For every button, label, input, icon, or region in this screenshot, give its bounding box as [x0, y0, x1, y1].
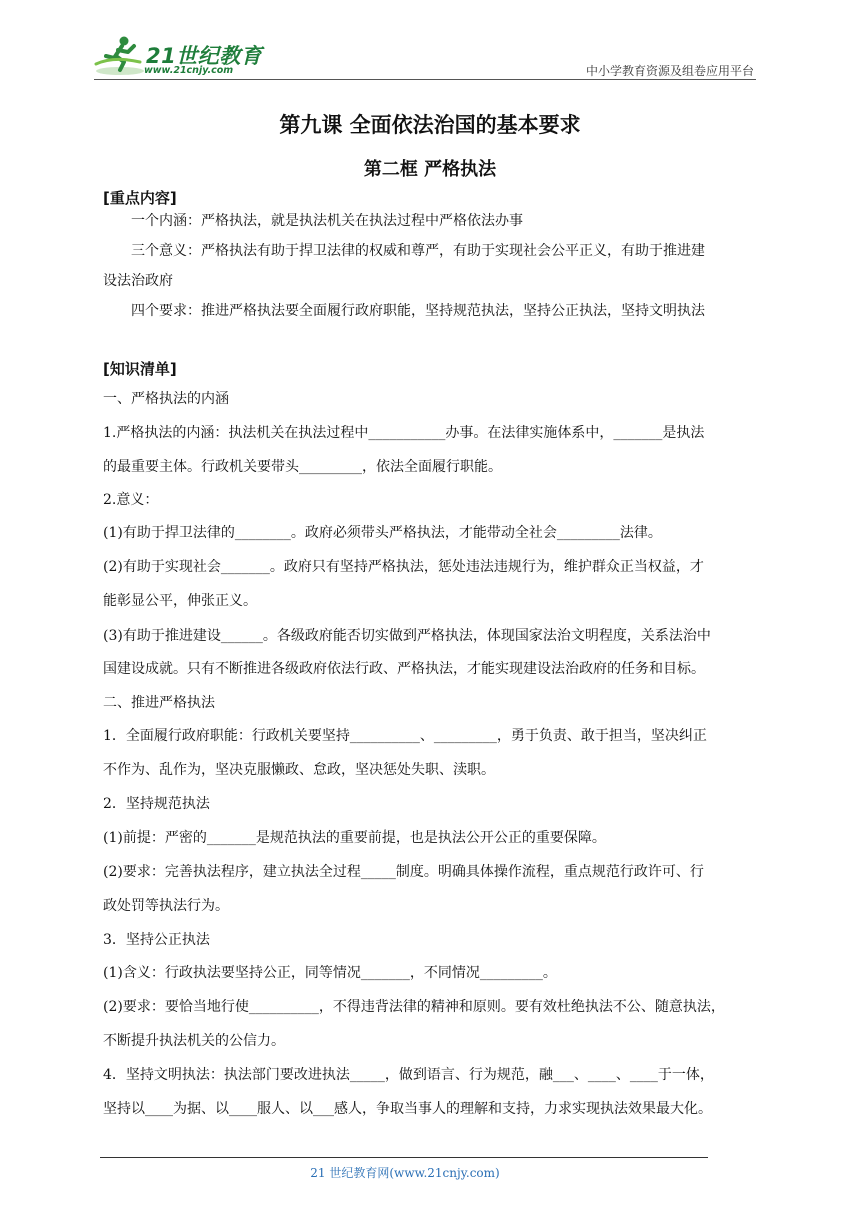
- section-heading-knowledge-list: [知识清单]: [103, 360, 177, 378]
- text-line: (1)含义：行政执法要坚持公正，同等情况_______，不同情况_________。: [103, 965, 557, 981]
- footer-link[interactable]: 21 世纪教育网(www.21cnjy.com): [310, 1166, 500, 1180]
- text-line: 2．坚持规范执法: [103, 796, 210, 812]
- text-line: 一、严格执法的内涵: [103, 391, 229, 407]
- text-line: (2)要求：要恰当地行使__________，不得违背法律的精神和原则。要有效杜绝执法不公、随意执法，: [103, 999, 725, 1015]
- text-line: 3．坚持公正执法: [103, 932, 210, 948]
- site-logo: [94, 34, 264, 78]
- logo-url: www.21cnjy.com: [144, 65, 234, 76]
- text-line: 不断提升执法机关的公信力。: [103, 1033, 285, 1049]
- text-line: (2)要求：完善执法程序，建立执法全过程_____制度。明确具体操作流程，重点规范行政许可、行: [103, 864, 704, 880]
- text-line: 1.严格执法的内涵：执法机关在执法过程中___________办事。在法律实施体系中，_______是执法: [103, 425, 705, 441]
- document-subtitle: 第二框 严格执法: [363, 159, 497, 180]
- running-figure-icon: [94, 34, 144, 78]
- section-heading-key-content: [重点内容]: [103, 189, 177, 207]
- text-line: 的最重要主体。行政机关要带头_________，依法全面履行职能。: [103, 459, 502, 475]
- text-line: 4．坚持文明执法：执法部门要改进执法_____，做到语言、行为规范，融___、____、____于一体，: [103, 1067, 714, 1083]
- text-line: 1．全面履行政府职能：行政机关要坚持__________、_________，勇于负责、敢于担当，坚决纠正: [103, 728, 707, 744]
- text-line: (2)有助于实现社会_______。政府只有坚持严格执法，惩处违法违规行为，维护群众正当权益，才: [103, 559, 704, 575]
- text-line: 不作为、乱作为，坚决克服懒政、怠政，坚决惩处失职、渎职。: [103, 762, 495, 778]
- text-line: 能彰显公平，伸张正义。: [103, 593, 257, 609]
- text-line: 四个要求：推进严格执法要全面履行政府职能，坚持规范执法，坚持公正执法，坚持文明执法: [131, 303, 705, 319]
- footer-divider: [100, 1157, 708, 1158]
- text-line: 设法治政府: [103, 273, 173, 289]
- text-line: 政处罚等执法行为。: [103, 898, 229, 914]
- header-divider: [94, 79, 756, 80]
- text-line: (1)有助于捍卫法律的________。政府必须带头严格执法，才能带动全社会_________法律。: [103, 525, 662, 541]
- text-line: 国建设成就。只有不断推进各级政府依法行政、严格执法，才能实现建设法治政府的任务和目标。: [103, 661, 705, 677]
- text-line: 2.意义：: [103, 492, 159, 508]
- text-line: (3)有助于推进建设______。各级政府能否切实做到严格执法，体现国家法治文明程度，关系法治中: [103, 628, 711, 644]
- text-line: 二、推进严格执法: [103, 695, 215, 711]
- text-line: 坚持以____为据、以____服人、以___感人，争取当事人的理解和支持，力求实现执法效果最大化。: [103, 1101, 712, 1117]
- document-title: 第九课 全面依法治国的基本要求: [279, 113, 581, 137]
- text-line: 一个内涵：严格执法，就是执法机关在执法过程中严格依法办事: [131, 213, 523, 229]
- logo-text: 21世纪教育: [146, 44, 263, 68]
- text-line: 三个意义：严格执法有助于捍卫法律的权威和尊严，有助于实现社会公平正义，有助于推进建: [131, 243, 705, 259]
- text-line: (1)前提：严密的_______是规范执法的重要前提，也是执法公开公正的重要保障。: [103, 830, 606, 846]
- platform-name: 中小学教育资源及组卷应用平台: [585, 64, 754, 78]
